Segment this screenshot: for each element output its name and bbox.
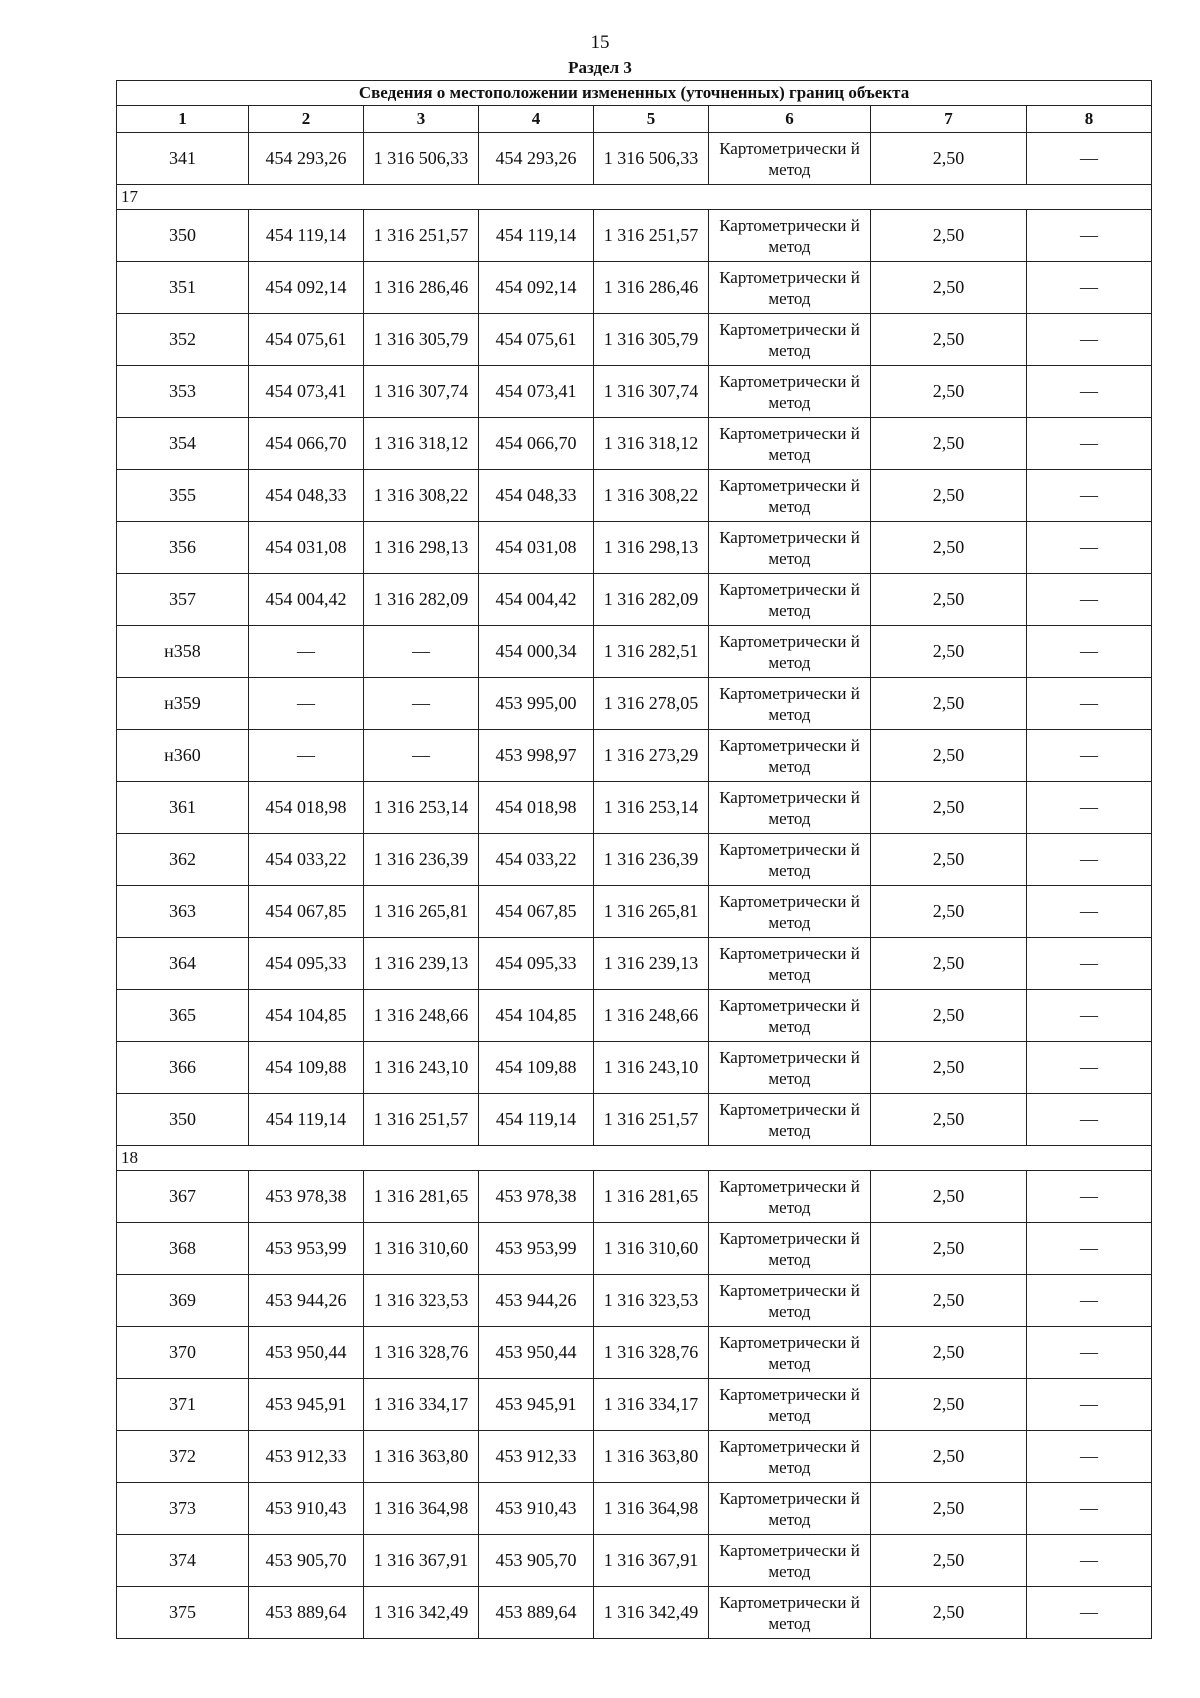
existing-y-cell: 1 316 363,80 [364, 1431, 479, 1483]
point-number-cell: 363 [117, 886, 249, 938]
existing-y-cell: 1 316 328,76 [364, 1327, 479, 1379]
new-x-cell: 453 950,44 [479, 1327, 594, 1379]
existing-x-cell: 453 889,64 [249, 1587, 364, 1639]
existing-x-cell: — [249, 626, 364, 678]
accuracy-cell: 2,50 [871, 678, 1027, 730]
point-number-cell: 350 [117, 210, 249, 262]
description-cell: — [1027, 1171, 1152, 1223]
new-y-cell: 1 316 253,14 [594, 782, 709, 834]
new-y-cell: 1 316 334,17 [594, 1379, 709, 1431]
method-cell: Картометрически й метод [709, 1327, 871, 1379]
point-number-cell: 375 [117, 1587, 249, 1639]
table-row [117, 1587, 1152, 1639]
accuracy-cell: 2,50 [871, 1535, 1027, 1587]
point-number-cell: 367 [117, 1171, 249, 1223]
new-y-cell: 1 316 251,57 [594, 210, 709, 262]
new-x-cell: 454 119,14 [479, 210, 594, 262]
method-cell: Картометрически й метод [709, 678, 871, 730]
column-number: 6 [709, 106, 871, 133]
existing-x-cell: 453 945,91 [249, 1379, 364, 1431]
table-row [117, 1094, 1152, 1146]
table-row [117, 210, 1152, 262]
point-number-cell: 341 [117, 133, 249, 185]
method-cell: Картометрически й метод [709, 1094, 871, 1146]
description-cell: — [1027, 1094, 1152, 1146]
table-row [117, 314, 1152, 366]
new-x-cell: 454 104,85 [479, 990, 594, 1042]
new-y-cell: 1 316 243,10 [594, 1042, 709, 1094]
existing-y-cell: 1 316 265,81 [364, 886, 479, 938]
accuracy-cell: 2,50 [871, 470, 1027, 522]
existing-y-cell: 1 316 251,57 [364, 1094, 479, 1146]
new-y-cell: 1 316 251,57 [594, 1094, 709, 1146]
point-number-cell: 366 [117, 1042, 249, 1094]
existing-x-cell: — [249, 730, 364, 782]
method-cell: Картометрически й метод [709, 314, 871, 366]
new-y-cell: 1 316 364,98 [594, 1483, 709, 1535]
accuracy-cell: 2,50 [871, 1327, 1027, 1379]
existing-y-cell: 1 316 282,09 [364, 574, 479, 626]
new-y-cell: 1 316 265,81 [594, 886, 709, 938]
accuracy-cell: 2,50 [871, 886, 1027, 938]
description-cell: — [1027, 938, 1152, 990]
existing-x-cell: 454 119,14 [249, 1094, 364, 1146]
accuracy-cell: 2,50 [871, 782, 1027, 834]
new-x-cell: 454 033,22 [479, 834, 594, 886]
point-number-cell: 356 [117, 522, 249, 574]
table-row [117, 366, 1152, 418]
existing-x-cell: 454 073,41 [249, 366, 364, 418]
table-row [117, 886, 1152, 938]
existing-x-cell: 454 031,08 [249, 522, 364, 574]
existing-y-cell: — [364, 626, 479, 678]
existing-y-cell: — [364, 730, 479, 782]
new-x-cell: 453 978,38 [479, 1171, 594, 1223]
column-number: 2 [249, 106, 364, 133]
table-row [117, 678, 1152, 730]
existing-x-cell: 454 293,26 [249, 133, 364, 185]
new-x-cell: 454 092,14 [479, 262, 594, 314]
existing-x-cell: 454 092,14 [249, 262, 364, 314]
description-cell: — [1027, 314, 1152, 366]
existing-y-cell: 1 316 236,39 [364, 834, 479, 886]
accuracy-cell: 2,50 [871, 990, 1027, 1042]
existing-x-cell: 454 095,33 [249, 938, 364, 990]
section-title: Раздел 3 [568, 58, 632, 77]
accuracy-cell: 2,50 [871, 1275, 1027, 1327]
existing-x-cell: 454 067,85 [249, 886, 364, 938]
column-number-row [117, 106, 1152, 133]
existing-x-cell: 453 905,70 [249, 1535, 364, 1587]
accuracy-cell: 2,50 [871, 418, 1027, 470]
new-x-cell: 453 998,97 [479, 730, 594, 782]
method-cell: Картометрически й метод [709, 626, 871, 678]
accuracy-cell: 2,50 [871, 1223, 1027, 1275]
new-y-cell: 1 316 310,60 [594, 1223, 709, 1275]
accuracy-cell: 2,50 [871, 133, 1027, 185]
method-cell: Картометрически й метод [709, 1587, 871, 1639]
point-number-cell: 357 [117, 574, 249, 626]
existing-x-cell: 454 033,22 [249, 834, 364, 886]
new-y-cell: 1 316 278,05 [594, 678, 709, 730]
table-row [117, 1327, 1152, 1379]
new-y-cell: 1 316 506,33 [594, 133, 709, 185]
existing-y-cell: 1 316 248,66 [364, 990, 479, 1042]
description-cell: — [1027, 418, 1152, 470]
existing-x-cell: 454 119,14 [249, 210, 364, 262]
description-cell: — [1027, 1042, 1152, 1094]
table-row [117, 990, 1152, 1042]
table-row [117, 522, 1152, 574]
existing-x-cell: 453 910,43 [249, 1483, 364, 1535]
page-number: 15 [590, 32, 610, 53]
new-x-cell: 454 004,42 [479, 574, 594, 626]
existing-y-cell: 1 316 323,53 [364, 1275, 479, 1327]
method-cell: Картометрически й метод [709, 1223, 871, 1275]
existing-x-cell: 453 912,33 [249, 1431, 364, 1483]
table-row [117, 1431, 1152, 1483]
point-number-cell: н358 [117, 626, 249, 678]
new-x-cell: 453 905,70 [479, 1535, 594, 1587]
new-y-cell: 1 316 298,13 [594, 522, 709, 574]
accuracy-cell: 2,50 [871, 1042, 1027, 1094]
accuracy-cell: 2,50 [871, 314, 1027, 366]
new-x-cell: 454 119,14 [479, 1094, 594, 1146]
method-cell: Картометрически й метод [709, 1483, 871, 1535]
table-row [117, 1535, 1152, 1587]
existing-x-cell: 453 953,99 [249, 1223, 364, 1275]
method-cell: Картометрически й метод [709, 522, 871, 574]
description-cell: — [1027, 678, 1152, 730]
table-row [117, 834, 1152, 886]
accuracy-cell: 2,50 [871, 574, 1027, 626]
new-x-cell: 454 031,08 [479, 522, 594, 574]
new-x-cell: 453 944,26 [479, 1275, 594, 1327]
existing-y-cell: 1 316 367,91 [364, 1535, 479, 1587]
accuracy-cell: 2,50 [871, 626, 1027, 678]
table-row [117, 1223, 1152, 1275]
existing-y-cell: 1 316 251,57 [364, 210, 479, 262]
method-cell: Картометрически й метод [709, 938, 871, 990]
description-cell: — [1027, 262, 1152, 314]
existing-y-cell: 1 316 307,74 [364, 366, 479, 418]
new-y-cell: 1 316 282,09 [594, 574, 709, 626]
new-x-cell: 453 912,33 [479, 1431, 594, 1483]
description-cell: — [1027, 1275, 1152, 1327]
existing-y-cell: — [364, 678, 479, 730]
point-number-cell: н359 [117, 678, 249, 730]
existing-x-cell: 454 004,42 [249, 574, 364, 626]
new-y-cell: 1 316 363,80 [594, 1431, 709, 1483]
point-number-cell: 369 [117, 1275, 249, 1327]
existing-y-cell: 1 316 239,13 [364, 938, 479, 990]
new-y-cell: 1 316 248,66 [594, 990, 709, 1042]
table-row [117, 1275, 1152, 1327]
existing-y-cell: 1 316 506,33 [364, 133, 479, 185]
table-row [117, 1171, 1152, 1223]
accuracy-cell: 2,50 [871, 262, 1027, 314]
point-number-cell: н360 [117, 730, 249, 782]
method-cell: Картометрически й метод [709, 1171, 871, 1223]
description-cell: — [1027, 1483, 1152, 1535]
accuracy-cell: 2,50 [871, 834, 1027, 886]
contour-group-row [117, 1146, 1152, 1171]
existing-y-cell: 1 316 310,60 [364, 1223, 479, 1275]
column-number: 1 [117, 106, 249, 133]
new-x-cell: 453 910,43 [479, 1483, 594, 1535]
column-number: 4 [479, 106, 594, 133]
existing-x-cell: — [249, 678, 364, 730]
point-number-cell: 365 [117, 990, 249, 1042]
new-y-cell: 1 316 239,13 [594, 938, 709, 990]
contour-number: 18 [117, 1146, 1152, 1171]
new-y-cell: 1 316 323,53 [594, 1275, 709, 1327]
description-cell: — [1027, 626, 1152, 678]
table-caption: Сведения о местоположении измененных (уточненных) границ объекта [117, 81, 1152, 106]
boundary-coordinates-table [116, 80, 1152, 1639]
accuracy-cell: 2,50 [871, 730, 1027, 782]
table-row [117, 626, 1152, 678]
new-x-cell: 454 075,61 [479, 314, 594, 366]
description-cell: — [1027, 470, 1152, 522]
new-y-cell: 1 316 308,22 [594, 470, 709, 522]
description-cell: — [1027, 1587, 1152, 1639]
existing-y-cell: 1 316 342,49 [364, 1587, 479, 1639]
method-cell: Картометрически й метод [709, 782, 871, 834]
accuracy-cell: 2,50 [871, 1587, 1027, 1639]
method-cell: Картометрически й метод [709, 886, 871, 938]
existing-y-cell: 1 316 286,46 [364, 262, 479, 314]
point-number-cell: 351 [117, 262, 249, 314]
point-number-cell: 373 [117, 1483, 249, 1535]
new-x-cell: 454 048,33 [479, 470, 594, 522]
method-cell: Картометрически й метод [709, 1042, 871, 1094]
method-cell: Картометрически й метод [709, 133, 871, 185]
table-row [117, 470, 1152, 522]
new-x-cell: 454 066,70 [479, 418, 594, 470]
new-y-cell: 1 316 286,46 [594, 262, 709, 314]
description-cell: — [1027, 886, 1152, 938]
method-cell: Картометрически й метод [709, 470, 871, 522]
existing-x-cell: 454 018,98 [249, 782, 364, 834]
new-y-cell: 1 316 342,49 [594, 1587, 709, 1639]
new-y-cell: 1 316 318,12 [594, 418, 709, 470]
existing-x-cell: 454 066,70 [249, 418, 364, 470]
table-body [117, 133, 1152, 1639]
existing-y-cell: 1 316 364,98 [364, 1483, 479, 1535]
method-cell: Картометрически й метод [709, 834, 871, 886]
point-number-cell: 370 [117, 1327, 249, 1379]
description-cell: — [1027, 1535, 1152, 1587]
table-row [117, 418, 1152, 470]
table-row [117, 574, 1152, 626]
point-number-cell: 374 [117, 1535, 249, 1587]
point-number-cell: 350 [117, 1094, 249, 1146]
method-cell: Картометрически й метод [709, 730, 871, 782]
table-row [117, 133, 1152, 185]
accuracy-cell: 2,50 [871, 1431, 1027, 1483]
accuracy-cell: 2,50 [871, 1483, 1027, 1535]
description-cell: — [1027, 1379, 1152, 1431]
method-cell: Картометрически й метод [709, 990, 871, 1042]
description-cell: — [1027, 133, 1152, 185]
description-cell: — [1027, 990, 1152, 1042]
new-x-cell: 454 095,33 [479, 938, 594, 990]
table-row [117, 782, 1152, 834]
point-number-cell: 354 [117, 418, 249, 470]
method-cell: Картометрически й метод [709, 1275, 871, 1327]
accuracy-cell: 2,50 [871, 210, 1027, 262]
existing-x-cell: 453 950,44 [249, 1327, 364, 1379]
existing-x-cell: 454 075,61 [249, 314, 364, 366]
description-cell: — [1027, 1327, 1152, 1379]
method-cell: Картометрически й метод [709, 366, 871, 418]
accuracy-cell: 2,50 [871, 522, 1027, 574]
new-x-cell: 454 073,41 [479, 366, 594, 418]
description-cell: — [1027, 782, 1152, 834]
point-number-cell: 371 [117, 1379, 249, 1431]
point-number-cell: 353 [117, 366, 249, 418]
accuracy-cell: 2,50 [871, 366, 1027, 418]
description-cell: — [1027, 366, 1152, 418]
column-number: 3 [364, 106, 479, 133]
table-row [117, 1379, 1152, 1431]
description-cell: — [1027, 1431, 1152, 1483]
accuracy-cell: 2,50 [871, 1094, 1027, 1146]
new-y-cell: 1 316 305,79 [594, 314, 709, 366]
existing-y-cell: 1 316 253,14 [364, 782, 479, 834]
existing-x-cell: 454 048,33 [249, 470, 364, 522]
accuracy-cell: 2,50 [871, 1379, 1027, 1431]
new-x-cell: 454 293,26 [479, 133, 594, 185]
new-y-cell: 1 316 282,51 [594, 626, 709, 678]
existing-y-cell: 1 316 243,10 [364, 1042, 479, 1094]
new-x-cell: 453 945,91 [479, 1379, 594, 1431]
new-y-cell: 1 316 307,74 [594, 366, 709, 418]
method-cell: Картометрически й метод [709, 262, 871, 314]
existing-x-cell: 454 109,88 [249, 1042, 364, 1094]
new-y-cell: 1 316 328,76 [594, 1327, 709, 1379]
new-x-cell: 453 953,99 [479, 1223, 594, 1275]
new-x-cell: 453 889,64 [479, 1587, 594, 1639]
new-x-cell: 454 000,34 [479, 626, 594, 678]
table-row [117, 730, 1152, 782]
method-cell: Картометрически й метод [709, 1535, 871, 1587]
column-number: 7 [871, 106, 1027, 133]
existing-y-cell: 1 316 298,13 [364, 522, 479, 574]
point-number-cell: 352 [117, 314, 249, 366]
point-number-cell: 368 [117, 1223, 249, 1275]
table-row [117, 938, 1152, 990]
existing-x-cell: 453 944,26 [249, 1275, 364, 1327]
table-row [117, 1483, 1152, 1535]
contour-group-row [117, 185, 1152, 210]
column-number: 8 [1027, 106, 1152, 133]
existing-x-cell: 454 104,85 [249, 990, 364, 1042]
point-number-cell: 364 [117, 938, 249, 990]
description-cell: — [1027, 210, 1152, 262]
new-y-cell: 1 316 367,91 [594, 1535, 709, 1587]
existing-y-cell: 1 316 305,79 [364, 314, 479, 366]
existing-x-cell: 453 978,38 [249, 1171, 364, 1223]
accuracy-cell: 2,50 [871, 938, 1027, 990]
method-cell: Картометрически й метод [709, 418, 871, 470]
description-cell: — [1027, 730, 1152, 782]
method-cell: Картометрически й метод [709, 1379, 871, 1431]
new-x-cell: 454 067,85 [479, 886, 594, 938]
description-cell: — [1027, 574, 1152, 626]
new-y-cell: 1 316 281,65 [594, 1171, 709, 1223]
description-cell: — [1027, 1223, 1152, 1275]
description-cell: — [1027, 834, 1152, 886]
new-x-cell: 453 995,00 [479, 678, 594, 730]
new-x-cell: 454 018,98 [479, 782, 594, 834]
contour-number: 17 [117, 185, 1152, 210]
point-number-cell: 362 [117, 834, 249, 886]
method-cell: Картометрически й метод [709, 574, 871, 626]
existing-y-cell: 1 316 334,17 [364, 1379, 479, 1431]
new-x-cell: 454 109,88 [479, 1042, 594, 1094]
point-number-cell: 361 [117, 782, 249, 834]
method-cell: Картометрически й метод [709, 210, 871, 262]
accuracy-cell: 2,50 [871, 1171, 1027, 1223]
new-y-cell: 1 316 236,39 [594, 834, 709, 886]
new-y-cell: 1 316 273,29 [594, 730, 709, 782]
method-cell: Картометрически й метод [709, 1431, 871, 1483]
table-row [117, 1042, 1152, 1094]
point-number-cell: 355 [117, 470, 249, 522]
existing-y-cell: 1 316 308,22 [364, 470, 479, 522]
description-cell: — [1027, 522, 1152, 574]
point-number-cell: 372 [117, 1431, 249, 1483]
existing-y-cell: 1 316 281,65 [364, 1171, 479, 1223]
table-row [117, 262, 1152, 314]
existing-y-cell: 1 316 318,12 [364, 418, 479, 470]
column-number: 5 [594, 106, 709, 133]
